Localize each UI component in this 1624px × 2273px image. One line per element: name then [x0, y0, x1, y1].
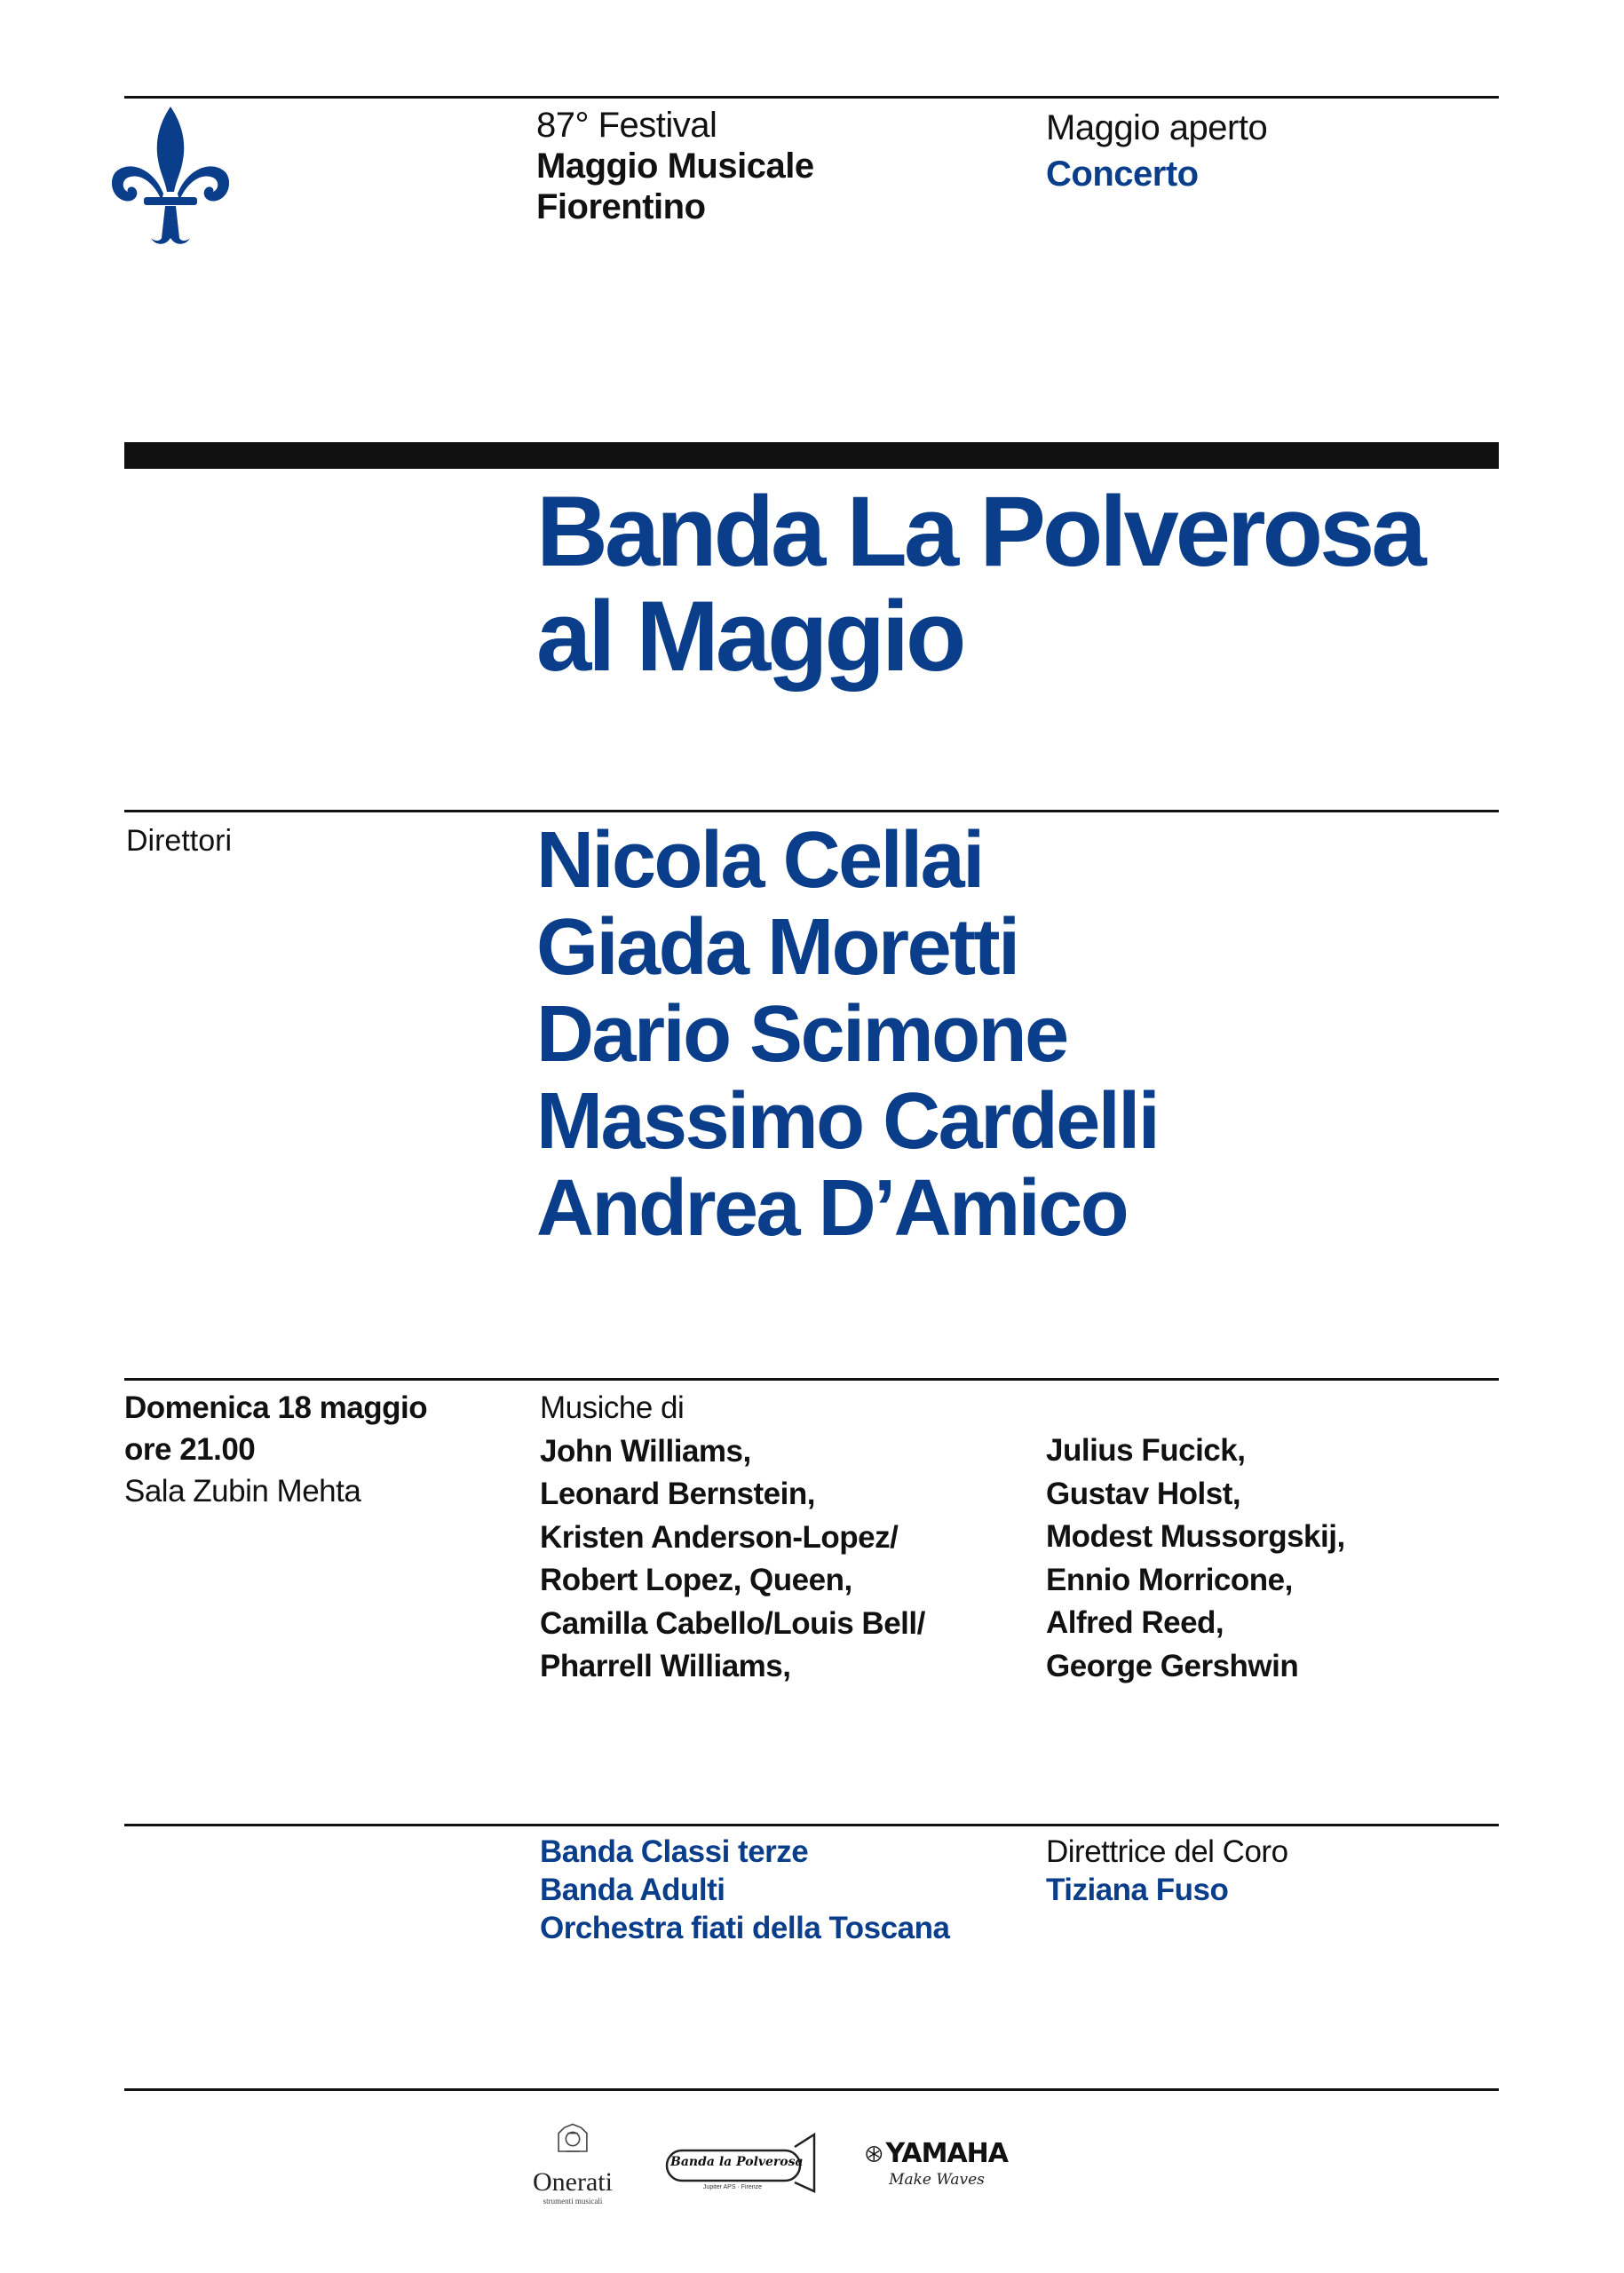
composer: Gustav Holst, [1046, 1476, 1241, 1511]
composers-label: Musiche di [540, 1390, 685, 1425]
director-name: Massimo Cardelli [536, 1077, 1159, 1166]
yamaha-logo [866, 2138, 1008, 2195]
director-name: Dario Scimone [536, 990, 1067, 1079]
composers-column-right [1046, 1430, 1345, 1688]
event-day: Domenica 18 maggio [124, 1390, 428, 1425]
director-name: Giada Moretti [536, 903, 1018, 992]
ensembles-list [540, 1833, 949, 1947]
title-line1: Banda La Polverosa [536, 476, 1423, 587]
choir-name: Tiziana Fuso [1046, 1873, 1229, 1907]
polverosa-name: Banda la Polverosa [670, 2155, 804, 2169]
title-bar [124, 442, 1499, 469]
onerati-name: Onerati [533, 2167, 613, 2197]
event-time: ore 21.00 [124, 1432, 256, 1467]
composer: George Gershwin [1046, 1648, 1299, 1683]
directors-label: Direttori [126, 824, 233, 858]
composer: Julius Fucick, [1046, 1433, 1246, 1468]
composers-column-left [540, 1387, 925, 1689]
composer: Robert Lopez, Queen, [540, 1563, 852, 1597]
festival-name-line2: Fiorentino [536, 187, 706, 226]
onerati-logo [524, 2113, 622, 2215]
concert-title [536, 476, 1522, 692]
ensemble-name: Orchestra fiati della Toscana [540, 1911, 950, 1945]
polverosa-tagline: Jupiter APS · Firenze [702, 2184, 763, 2190]
title-line2: al Maggio [536, 581, 963, 692]
sponsors-rule [124, 2088, 1499, 2091]
choir-director [1046, 1833, 1288, 1909]
top-rule [124, 96, 1499, 99]
director-name: Nicola Cellai [536, 816, 983, 905]
composer: John Williams, [540, 1433, 751, 1469]
directors-rule [124, 810, 1499, 812]
festival-edition: 87° Festival [536, 106, 717, 145]
ensemble-name: Banda Adulti [540, 1873, 725, 1907]
composer: Pharrell Williams, [540, 1649, 791, 1683]
composer: Camilla Cabello/Louis Bell/ [540, 1605, 925, 1641]
director-name: Andrea D’Amico [536, 1164, 1128, 1253]
section-label: Maggio aperto [1046, 108, 1268, 147]
section-heading [1046, 105, 1267, 197]
onerati-tagline: strumenti musicali [543, 2197, 603, 2206]
yamaha-name: YAMAHA [885, 2138, 1008, 2169]
composer: Leonard Bernstein, [540, 1477, 815, 1511]
polverosa-logo [661, 2129, 817, 2197]
festival-heading [536, 105, 814, 227]
fleur-de-lis-icon [108, 105, 233, 247]
event-info [124, 1387, 427, 1512]
category-label: Concerto [1046, 154, 1199, 194]
yamaha-tagline: Make Waves [889, 2171, 985, 2189]
composer: Kristen Anderson-Lopez/ [540, 1519, 899, 1555]
festival-name-line1: Maggio Musicale [536, 147, 814, 186]
yamaha-tuning-forks-icon [866, 2142, 883, 2166]
event-rule [124, 1378, 1499, 1381]
directors-list [536, 817, 1158, 1252]
onerati-crest-icon [542, 2113, 604, 2165]
composer: Modest Mussorgskij, [1046, 1519, 1345, 1554]
composer: Alfred Reed, [1046, 1605, 1224, 1640]
event-venue: Sala Zubin Mehta [124, 1474, 361, 1509]
ensemble-name: Banda Classi terze [540, 1834, 809, 1869]
ensembles-rule [124, 1824, 1499, 1826]
choir-label: Direttrice del Coro [1046, 1834, 1288, 1869]
composer: Ennio Morricone, [1046, 1562, 1293, 1597]
